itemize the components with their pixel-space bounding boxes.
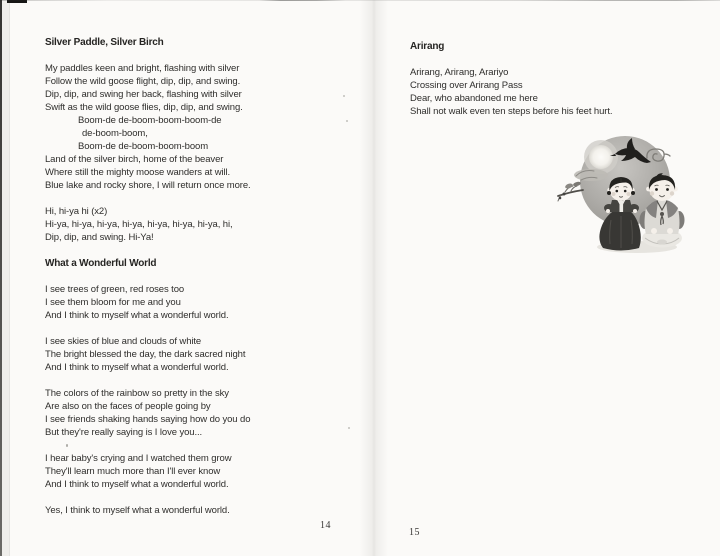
poem-line: Swift as the wild goose flies, dip, dip, and swing. xyxy=(45,102,243,113)
page-number-left: 14 xyxy=(320,520,331,531)
poem-line: My paddles keen and bright, flashing with silver xyxy=(45,63,240,74)
poem-line xyxy=(45,374,360,387)
poem-line xyxy=(45,244,360,257)
poem-line: And I think to myself what a wonderful world. xyxy=(45,362,229,373)
branch xyxy=(558,181,583,201)
poem-line: Boom-de de-boom-boom-boom xyxy=(78,141,209,152)
poem-line: Hi-ya, hi-ya, hi-ya, hi-ya, hi-ya, hi-ya, hi-ya, hi, xyxy=(45,219,233,230)
left-page-text xyxy=(45,36,360,517)
poem-line: And I think to myself what a wonderful world. xyxy=(45,310,229,321)
poem-line: The colors of the rainbow so pretty in the sky xyxy=(45,388,229,399)
poem-line: Follow the wild goose flight, dip, dip, and swing. xyxy=(45,76,241,87)
poem-line xyxy=(45,491,360,504)
book-gutter-shadow xyxy=(360,0,388,556)
arirang-illustration xyxy=(555,136,703,262)
poem-line: Hi, hi-ya hi (x2) xyxy=(45,206,108,217)
poem-line: I see friends shaking hands saying how do you do xyxy=(45,414,251,425)
poem-line xyxy=(410,53,700,66)
poem-line: I see skies of blue and clouds of white xyxy=(45,336,202,347)
poem-line: Dip, dip, and swing. Hi-Ya! xyxy=(45,232,154,243)
poem-line: Arirang, Arirang, Arariyo xyxy=(410,67,509,78)
poem-line: Are also on the faces of people going by xyxy=(45,401,211,412)
poem-line: Crossing over Arirang Pass xyxy=(410,80,523,91)
poem-line: de-boom-boom, xyxy=(82,128,148,139)
song-title: Silver Paddle, Silver Birch xyxy=(45,37,164,48)
scan-left-margin xyxy=(2,0,10,556)
poem-line: Where still the mighty moose wanders at will. xyxy=(45,167,231,178)
poem-line: Boom-de de-boom-boom-boom-de xyxy=(78,115,222,126)
poem-line: They'll learn much more than I'll ever know xyxy=(45,466,221,477)
poem-line: Dear, who abandoned me here xyxy=(410,93,538,104)
poem-line: And I think to myself what a wonderful world. xyxy=(45,479,229,490)
song-title: What a Wonderful World xyxy=(45,258,157,269)
poem-line xyxy=(45,439,360,452)
poem-line xyxy=(45,192,360,205)
poem-line: I see trees of green, red roses too xyxy=(45,284,185,295)
poem-line: Dip, dip, and swing her back, flashing with silver xyxy=(45,89,242,100)
poem-line xyxy=(45,270,360,283)
poem-line xyxy=(45,322,360,335)
poem-line: But they're really saying is I love you... xyxy=(45,427,203,438)
full-moon-icon xyxy=(589,145,613,169)
poem-line: I hear baby's crying and I watched them grow xyxy=(45,453,232,464)
poem-line: I see them bloom for me and you xyxy=(45,297,181,308)
poem-line: Blue lake and rocky shore, I will return once more. xyxy=(45,180,251,191)
song-title: Arirang xyxy=(410,41,445,52)
poem-line: Yes, I think to myself what a wonderful world. xyxy=(45,505,230,516)
poem-line: Shall not walk even ten steps before his feet hurt. xyxy=(410,106,613,117)
poem-line: Land of the silver birch, home of the beaver xyxy=(45,154,224,165)
poem-line: The bright blessed the day, the dark sacred night xyxy=(45,349,246,360)
page-number-right: 15 xyxy=(409,527,420,538)
poem-line xyxy=(45,49,360,62)
right-page-text xyxy=(410,40,700,118)
